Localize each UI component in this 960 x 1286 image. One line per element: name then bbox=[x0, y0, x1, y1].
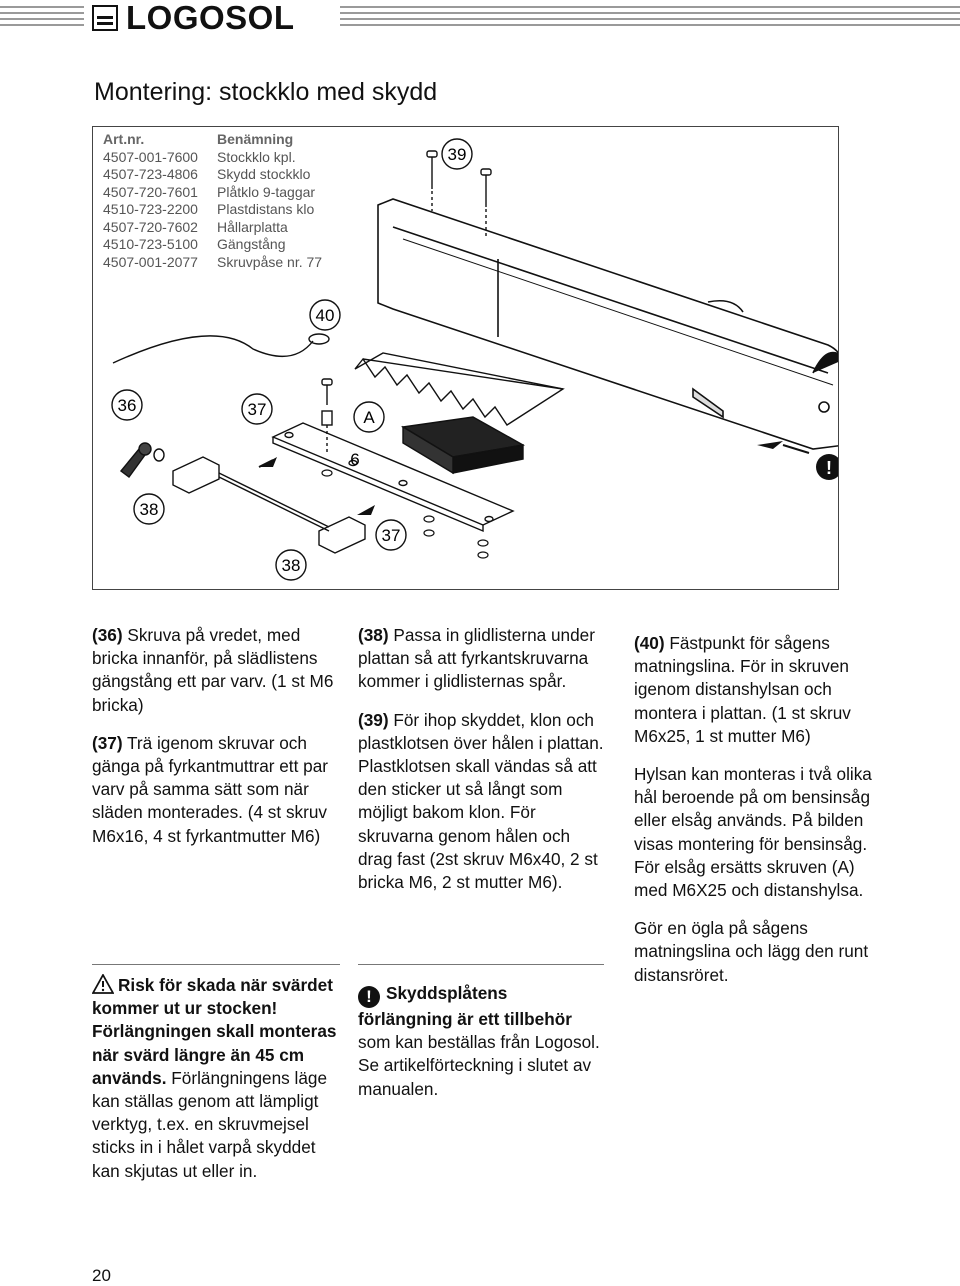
exclamation-icon: ! bbox=[358, 986, 380, 1008]
callout-37b-label: 37 bbox=[381, 526, 401, 545]
step-number: (40) bbox=[634, 633, 665, 653]
warning-icon-label: ! bbox=[826, 458, 832, 478]
instructions-col-2 bbox=[358, 624, 604, 909]
step-text: Trä igenom skruvar och gänga på fyrkantmuttrar ett par varv på samma sätt som när släden monterades. (4 st skruv M6x16, 4 st fyrkantmutter M6) bbox=[92, 732, 328, 846]
benamning: Gängstång bbox=[217, 236, 286, 252]
feed-line-drawing bbox=[113, 336, 313, 363]
benamning: Stockklo kpl. bbox=[217, 148, 296, 165]
knob-drawing bbox=[121, 443, 164, 477]
instructions-col-3 bbox=[634, 632, 884, 1002]
step-text: Passa in glidlisterna under plattan så att fyrkantskruvarna kommer i glidlisternas spår. bbox=[358, 625, 595, 692]
step-text: För ihop skyddet, klon och plastklotsen över hålen i plattan. Plastklotsen skall vändas så att den sticker ut så långt som möjligt bakom klon. För skruvarna genom hålen och drag fast (2st skruv M6x40, 2 st bricka M6, 2 st mutter M6). bbox=[358, 709, 604, 893]
instruction-37 bbox=[92, 732, 338, 848]
benamning: Hållarplatta bbox=[217, 218, 288, 235]
instructions-col-1 bbox=[92, 624, 338, 863]
assembly-drawing bbox=[93, 127, 838, 589]
art-nr: 4507-720-7601 bbox=[103, 183, 198, 200]
callout-38a-label: 38 bbox=[139, 500, 159, 519]
benamning: Plastdistans klo bbox=[217, 201, 315, 217]
instruction-39 bbox=[358, 709, 604, 895]
art-nr: 4507-723-4806 bbox=[103, 166, 198, 182]
callout-39-label: 39 bbox=[447, 145, 467, 164]
col-benamning: Benämning bbox=[217, 131, 294, 147]
note-text: som kan beställas från Logosol. Se artikelförteckning i slutet av manualen. bbox=[358, 1032, 600, 1099]
logo-mark-icon bbox=[92, 5, 118, 31]
benamning: Plåtklo 9-taggar bbox=[217, 183, 316, 200]
art-nr: 4510-723-2200 bbox=[103, 201, 198, 217]
art-nr: 4507-001-2077 bbox=[103, 253, 198, 270]
warning-text: Förlängningens läge kan ställas genom att lämpligt verktyg, t.ex. en skruvmejsel sticks in i hålet varpå skyddet kan skjutas ut eller in. bbox=[92, 1067, 328, 1181]
header-rule-right bbox=[340, 6, 960, 32]
page-title: Montering: stockklo med skydd bbox=[94, 78, 438, 106]
step-text: Fästpunkt för sågens matningslina. För in skruven igenom distanshylsan och montera i plattan. (1 st skruv M6x25, 1 st mutter M6) bbox=[634, 633, 851, 746]
instruction-38 bbox=[358, 624, 604, 694]
page-number: 20 bbox=[92, 1266, 111, 1285]
warning-bold: Risk för skada när svärdet kommer ut ur stocken! Förlängningen skall monteras när svärd längre än 45 cm används. bbox=[92, 975, 337, 1088]
page-header bbox=[0, 0, 960, 40]
step-text: Skruva på vredet, med bricka innanför, på slädlistens gängstång ett par varv. (1 st M6 bricka) bbox=[92, 625, 334, 715]
instruction-36 bbox=[92, 624, 338, 717]
guard-drawing bbox=[378, 199, 838, 449]
assembly-figure bbox=[92, 126, 839, 590]
accessory-note bbox=[358, 964, 604, 1101]
art-nr: 4507-001-7600 bbox=[103, 148, 198, 165]
ogla-note: Gör en ögla på sågens matningslina och lägg den runt distansröret. bbox=[634, 918, 869, 985]
instruction-40 bbox=[634, 632, 884, 748]
plastic-block-drawing bbox=[403, 417, 523, 473]
note-bold: Skyddsplåtens förlängning är ett tillbehör bbox=[358, 983, 572, 1029]
callout-37a-label: 37 bbox=[247, 400, 267, 419]
col-art-nr: Art.nr. bbox=[103, 131, 145, 147]
step-number: (38) bbox=[358, 625, 389, 645]
step-number: (36) bbox=[92, 625, 123, 645]
slide-rail-drawing bbox=[173, 457, 365, 553]
callout-40-label: 40 bbox=[315, 306, 335, 325]
header-rule-left bbox=[0, 6, 84, 32]
warning-triangle-icon bbox=[92, 974, 114, 994]
callout-36-label: 36 bbox=[117, 396, 137, 415]
brand-name: LOGOSOL bbox=[126, 0, 295, 36]
claw-plate-drawing bbox=[355, 353, 563, 425]
hylsan-note: Hylsan kan monteras i två olika hål beroende på om bensinsåg eller elsåg används. På bilden visas montering för bensinsåg. För elsåg ersätts skruven (A) med M6X25 och distanshylsa. bbox=[634, 764, 872, 901]
label-6: 6 bbox=[350, 450, 360, 469]
callout-a-label: A bbox=[363, 408, 375, 427]
warning-block bbox=[92, 964, 340, 1183]
brand-logo bbox=[92, 0, 295, 36]
feed-line-loop bbox=[309, 334, 329, 344]
benamning: Skruvpåse nr. 77 bbox=[217, 253, 323, 270]
callout-38b-label: 38 bbox=[281, 556, 301, 575]
step-number: (39) bbox=[358, 709, 389, 730]
art-nr: 4510-723-5100 bbox=[103, 236, 198, 252]
art-nr: 4507-720-7602 bbox=[103, 218, 198, 235]
step-number: (37) bbox=[92, 732, 123, 753]
benamning: Skydd stockklo bbox=[217, 166, 311, 182]
